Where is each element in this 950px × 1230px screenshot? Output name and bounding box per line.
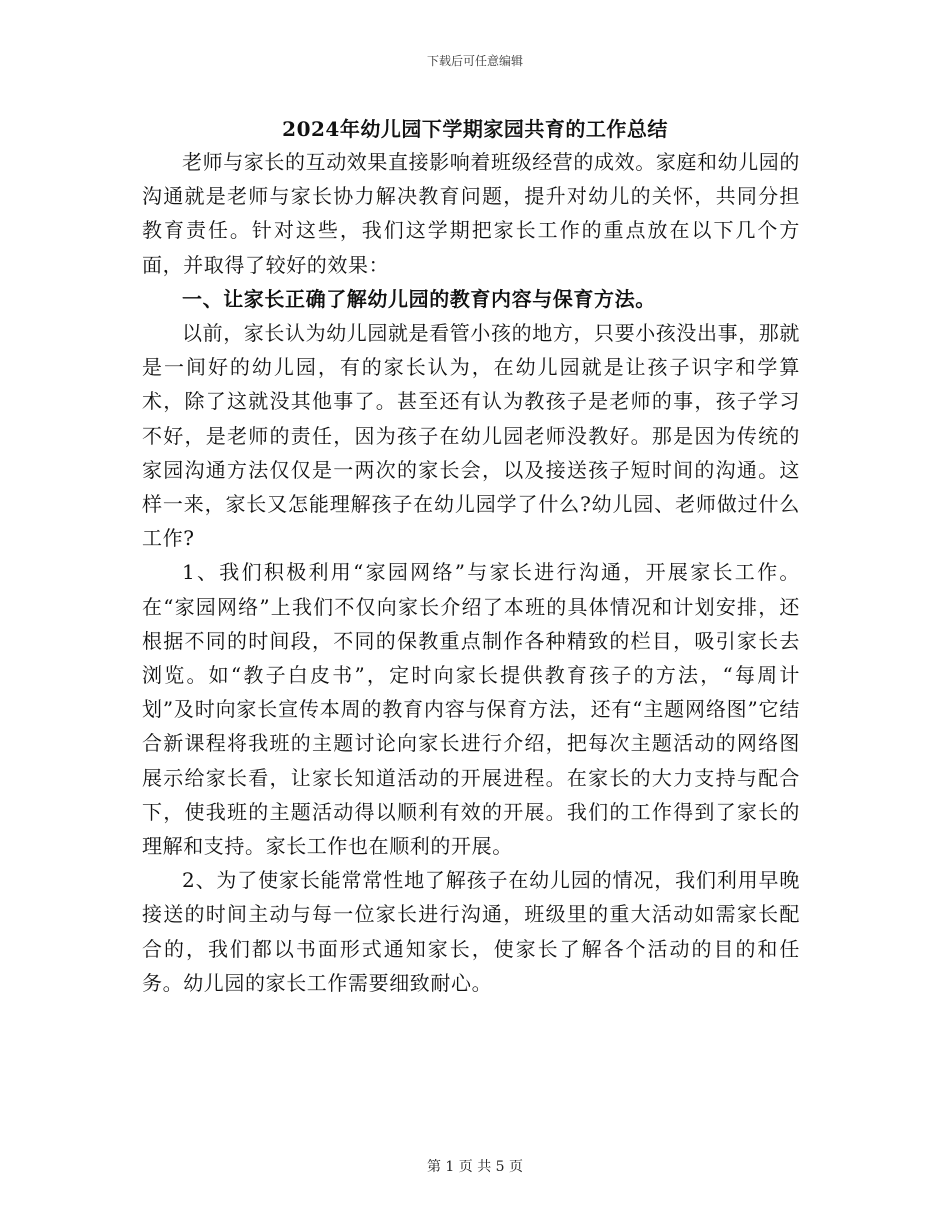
paragraph-background: 以前，家长认为幼儿园就是看管小孩的地方，只要小孩没出事，那就是一间好的幼儿园，有的家长认为，在幼儿园就是让孩子识字和学算术，除了这就没其他事了。甚至还有认为教孩子是老师的事，孩子学习不好，是老师的责任，因为孩子在幼儿园老师没教好。那是因为传统的家园沟通方法仅仅是一两次的家长会，以及接送孩子短时间的沟通。这样一来，家长又怎能理解孩子在幼儿园学了什么?幼儿园、老师做过什么工作? xyxy=(142,321,800,551)
document-body xyxy=(142,145,800,1000)
document-title: 2024年幼儿园下学期家园共育的工作总结 xyxy=(282,117,668,141)
paragraph-item-1: 1、我们积极利用“家园网络”与家长进行沟通，开展家长工作。在“家园网络”上我们不仅向家长介绍了本班的具体情况和计划安排，还根据不同的时间段，不同的保教重点制作各种精致的栏目，吸引家长去浏览。如“教子白皮书”，定时向家长提供教育孩子的方法，“每周计划”及时向家长宣传本周的教育内容与保育方法，还有“主题网络图”它结合新课程将我班的主题讨论向家长进行介绍，把每次主题活动的网络图展示给家长看，让家长知道活动的开展进程。在家长的大力支持与配合下，使我班的主题活动得以顺利有效的开展。我们的工作得到了家长的理解和支持。家长工作也在顺利的开展。 xyxy=(142,560,800,859)
download-note: 下载后可任意编辑 xyxy=(426,54,523,68)
paragraph-intro: 老师与家长的互动效果直接影响着班级经营的成效。家庭和幼儿园的沟通就是老师与家长协力解决教育问题，提升对幼儿的关怀，共同分担教育责任。针对这些，我们这学期把家长工作的重点放在以下几个方面，并取得了较好的效果： xyxy=(142,150,800,277)
section-heading-1: 一、让家长正确了解幼儿园的教育内容与保育方法。 xyxy=(182,286,656,311)
page-number: 第 1 页 共 5 页 xyxy=(426,1159,524,1175)
paragraph-item-2: 2、为了使家长能常常性地了解孩子在幼儿园的情况，我们利用早晚接送的时间主动与每一位家长进行沟通，班级里的重大活动如需家长配合的，我们都以书面形式通知家长，使家长了解各个活动的目的和任务。幼儿园的家长工作需要细致耐心。 xyxy=(142,868,800,995)
